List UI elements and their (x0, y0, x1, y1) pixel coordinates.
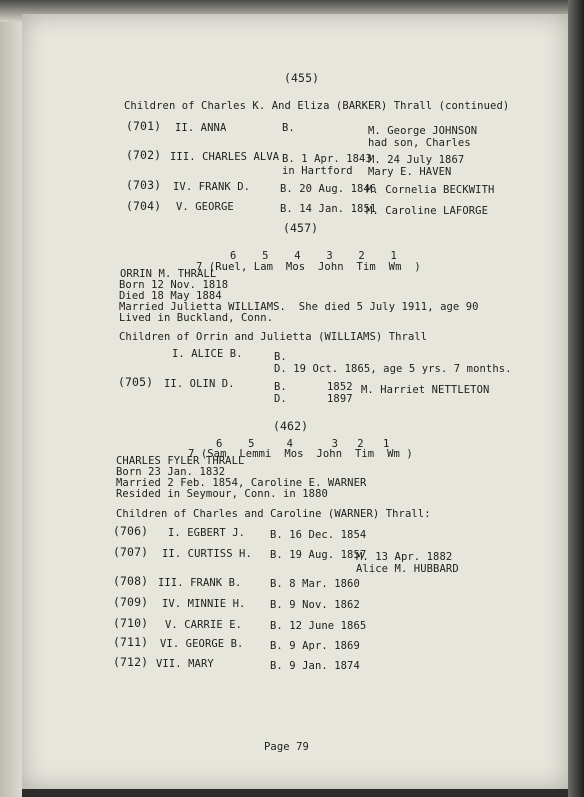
child-birth: B. 16 Dec. 1854 (270, 529, 367, 541)
person-name: CHARLES FYLER THRALL (116, 455, 245, 467)
child-spouse: M. 24 July 1867 (368, 154, 465, 166)
child-birth-place: in Hartford (282, 165, 353, 177)
children-heading: Children of Charles and Caroline (WARNER) Thrall: (116, 508, 431, 520)
child-spouse-note: had son, Charles (368, 137, 471, 149)
child-name: III. CHARLES ALVA (170, 151, 280, 163)
generation-numbers: 6 5 4 3 2 1 (230, 250, 397, 262)
death-record: Died 18 May 1884 (119, 290, 222, 302)
child-birth: B. 9 Jan. 1874 (270, 660, 360, 672)
child-spouse: M. Cornelia BECKWITH (366, 184, 495, 196)
birth-record: Born 12 Nov. 1818 (119, 279, 229, 291)
birth-record: Born 23 Jan. 1832 (116, 466, 226, 478)
residence-record: Lived in Buckland, Conn. (119, 312, 274, 324)
scan-right-edge (568, 0, 584, 797)
child-death-year: 1897 (327, 393, 353, 405)
child-birth: B. 9 Apr. 1869 (270, 640, 360, 652)
person-name: ORRIN M. THRALL (120, 268, 217, 280)
child-id: (701) (126, 119, 162, 133)
child-id: (702) (126, 148, 162, 162)
child-birth: B. 19 Aug. 1857 (270, 549, 367, 561)
marriage-record: Married 2 Feb. 1854, Caroline E. WARNER (116, 477, 367, 489)
child-id: (709) (113, 595, 149, 609)
child-birth: B. 20 Aug. 1846 (280, 183, 377, 195)
children-heading: Children of Orrin and Julietta (WILLIAMS) Thrall (119, 331, 428, 343)
generation-numbers: 6 5 4 3 2 1 (216, 438, 390, 450)
child-spouse: M. Caroline LAFORGE (366, 205, 489, 217)
child-id: (707) (113, 545, 149, 559)
child-death: D. (274, 393, 287, 405)
page-number: Page 79 (264, 741, 309, 753)
marriage-record: Married Julietta WILLIAMS. She died 5 July 1911, age 90 (119, 301, 479, 313)
child-birth: B. 1 Apr. 1843 (282, 153, 372, 165)
page-left-margin (0, 0, 22, 797)
child-birth: B. 12 June 1865 (270, 620, 367, 632)
child-id: (705) (118, 375, 154, 389)
child-id: (706) (113, 524, 149, 538)
child-name: VII. MARY (156, 658, 214, 670)
child-id: (704) (126, 199, 162, 213)
child-id: (708) (113, 574, 149, 588)
child-id: (703) (126, 178, 162, 192)
entry-reference: (457) (283, 221, 319, 235)
page-reference: (455) (284, 71, 320, 85)
child-name: II. CURTISS H. (162, 548, 252, 560)
child-birth: B. (274, 381, 287, 393)
child-name: II. OLIN D. (164, 378, 235, 390)
child-name: V. GEORGE (176, 201, 234, 213)
child-birth: B. 9 Nov. 1862 (270, 599, 360, 611)
residence-record: Resided in Seymour, Conn. in 1880 (116, 488, 328, 500)
child-id: (712) (113, 655, 149, 669)
child-spouse: M. 13 Apr. 1882 (356, 551, 453, 563)
child-name: I. EGBERT J. (168, 527, 246, 539)
child-id: (710) (113, 616, 149, 630)
child-birth-year: 1852 (327, 381, 353, 393)
child-name: I. ALICE B. (172, 348, 243, 360)
child-spouse-name: Alice M. HUBBARD (356, 563, 459, 575)
lineage-line: 7 (Ruel, Lam Mos John Tim Wm ) (196, 261, 421, 273)
child-name: IV. FRANK D. (173, 181, 251, 193)
entry-reference: (462) (273, 419, 309, 433)
child-name: IV. MINNIE H. (162, 598, 246, 610)
child-id: (711) (113, 635, 149, 649)
child-name: II. ANNA (175, 122, 227, 134)
child-name: III. FRANK B. (158, 577, 242, 589)
child-death: D. 19 Oct. 1865, age 5 yrs. 7 months. (274, 363, 512, 375)
child-birth: B. (282, 122, 295, 134)
child-spouse-name: Mary E. HAVEN (368, 166, 452, 178)
child-birth: B. 14 Jan. 1851 (280, 203, 377, 215)
child-spouse: M. Harriet NETTLETON (361, 384, 490, 396)
child-birth: B. (274, 351, 287, 363)
child-name: VI. GEORGE B. (160, 638, 244, 650)
child-name: V. CARRIE E. (165, 619, 243, 631)
lineage-line: 7 (Sam Lemmi Mos John Tim Wm ) (188, 448, 413, 460)
child-birth: B. 8 Mar. 1860 (270, 578, 360, 590)
section1-heading: Children of Charles K. And Eliza (BARKER) Thrall (continued) (124, 100, 510, 112)
document-page (22, 14, 568, 789)
child-spouse: M. George JOHNSON (368, 125, 478, 137)
